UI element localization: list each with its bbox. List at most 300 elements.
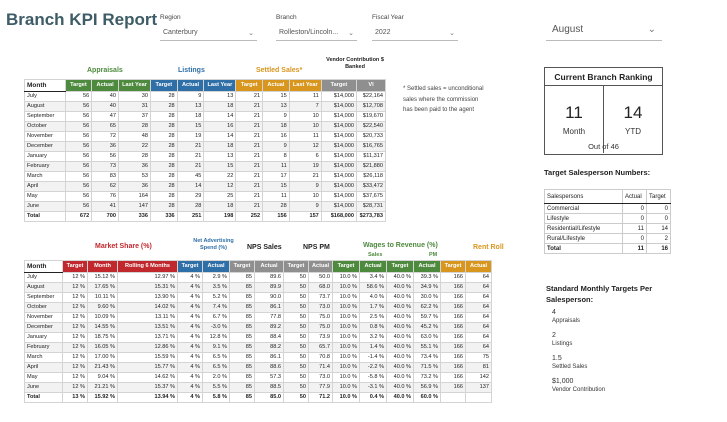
top-table-header (25, 80, 386, 92)
table-row (25, 323, 492, 333)
row-month-label: February (25, 162, 66, 172)
table-cell: 47 (92, 112, 119, 122)
nps-pm-actual-header[interactable]: Actual (309, 261, 333, 273)
table-cell: 15 (263, 92, 290, 102)
total-cell: 5.8 % (203, 393, 230, 403)
table-cell: 50 (284, 273, 309, 283)
ranking-out-of: Out of 46 (588, 142, 619, 151)
table-cell: 13.11 % (118, 313, 178, 323)
vendor-contribution-group-label: Vendor Contribution $ Banked (326, 57, 384, 70)
salesperson-title: Target Salesperson Numbers: (544, 168, 651, 177)
table-cell: 70.8 (309, 353, 333, 363)
table-cell: 10 (289, 112, 321, 122)
table-cell: 6.5 % (203, 363, 230, 373)
total-cell: 157 (289, 212, 321, 222)
net-adv-target-header[interactable]: Target (178, 261, 203, 273)
table-cell: 13.90 % (118, 293, 178, 303)
table-cell: 53 (118, 172, 150, 182)
table-cell: 50.0 (309, 273, 333, 283)
table-cell: -5.8 % (360, 373, 387, 383)
table-row (25, 383, 492, 393)
table-cell: 56 (65, 132, 92, 142)
market-share-rolling-header[interactable]: Rolling 6 Months (118, 261, 178, 273)
table-cell: $37,675 (357, 192, 386, 202)
row-month-label: March (25, 172, 66, 182)
table-cell: $14,000 (321, 142, 356, 152)
table-cell: $14,000 (321, 162, 356, 172)
table-cell: 21 (236, 132, 263, 142)
table-cell: 21 (289, 172, 321, 182)
settled-actual-header[interactable]: Actual (263, 80, 290, 92)
bottom-table-header (25, 261, 492, 273)
settled-sales-note: * Settled sales = unconditional sales where the commission has been paid to the agent (403, 86, 484, 113)
table-cell: 21 (236, 182, 263, 192)
standard-target-value: 2 (552, 332, 556, 339)
table-cell: 8 (263, 152, 290, 162)
table-cell: 4 % (178, 373, 203, 383)
fiscal-year-filter-label: Fiscal Year (372, 14, 404, 21)
salesperson-value: 0 (623, 234, 647, 244)
table-cell: $14,000 (321, 132, 356, 142)
table-cell: 166 (441, 293, 466, 303)
table-cell: 88.5 (255, 383, 284, 393)
table-cell: 9 (289, 202, 321, 212)
table-cell: 73.9 (309, 333, 333, 343)
region-value: Canterbury (163, 29, 198, 36)
table-cell: 75 (466, 353, 492, 363)
table-cell: 11 (289, 92, 321, 102)
vendor-target-header[interactable]: Target (321, 80, 356, 92)
table-cell: 28 (150, 92, 177, 102)
table-cell: 16.05 % (88, 343, 118, 353)
table-cell: $28,731 (357, 202, 386, 212)
table-cell: $14,000 (321, 202, 356, 212)
table-cell: 164 (118, 192, 150, 202)
net-adv-actual-header[interactable]: Actual (203, 261, 230, 273)
table-cell: 50 (284, 293, 309, 303)
row-month-label: May (25, 373, 63, 383)
appraisals-target-header[interactable]: Target (65, 80, 92, 92)
total-row (25, 212, 386, 222)
table-cell: 10.11 % (88, 293, 118, 303)
table-cell: 166 (441, 313, 466, 323)
table-cell: 56 (65, 122, 92, 132)
table-cell: 28 (118, 122, 150, 132)
table-cell: 15.59 % (118, 353, 178, 363)
table-cell: 28 (150, 152, 177, 162)
table-cell: 11 (289, 132, 321, 142)
table-cell: 56 (65, 152, 92, 162)
table-cell: 36 (92, 142, 119, 152)
table-cell: 15.12 % (88, 273, 118, 283)
wages-sales-target-header[interactable]: Target (333, 261, 360, 273)
total-cell: 252 (236, 212, 263, 222)
table-cell: 41 (92, 202, 119, 212)
row-month-label: December (25, 142, 66, 152)
salesperson-value: 0 (623, 214, 647, 224)
nps-pm-target-header[interactable]: Target (284, 261, 309, 273)
table-cell: 28 (150, 182, 177, 192)
table-cell: 39.3 % (414, 273, 441, 283)
table-cell: 4 % (178, 363, 203, 373)
table-cell: 14 (204, 132, 236, 142)
table-cell: 56 (65, 192, 92, 202)
table-row (25, 92, 386, 102)
salesperson-row (545, 224, 671, 234)
row-month-label: June (25, 202, 66, 212)
settled-last-year-header[interactable]: Last Year (289, 80, 321, 92)
row-month-label: July (25, 273, 63, 283)
table-cell: 28 (118, 152, 150, 162)
total-cell: 16 (647, 244, 671, 254)
table-cell: 63.0 % (414, 333, 441, 343)
table-cell: 30 (118, 92, 150, 102)
table-cell: 85 (230, 363, 255, 373)
table-cell: 64 (466, 333, 492, 343)
table-cell: 15 (204, 162, 236, 172)
fiscal-year-dropdown[interactable] (372, 27, 458, 41)
table-row (25, 132, 386, 142)
table-row (25, 313, 492, 323)
net-advertising-group-label: Net Advertising Spend (%) (193, 238, 234, 251)
table-cell: 4 % (178, 273, 203, 283)
wages-sales-actual-header[interactable]: Actual (360, 261, 387, 273)
market-share-month-header[interactable]: Month (88, 261, 118, 273)
salesperson-total-row (545, 244, 671, 254)
row-month-label: August (25, 102, 66, 112)
table-cell: 14 (177, 182, 204, 192)
row-month-label: September (25, 112, 66, 122)
table-row (25, 202, 386, 212)
table-cell: 21 (236, 92, 263, 102)
total-cell: 40.0 % (387, 393, 414, 403)
table-cell: 40.0 % (387, 333, 414, 343)
table-cell: 62 (92, 182, 119, 192)
table-cell: 4 % (178, 333, 203, 343)
table-cell: -3.1 % (360, 383, 387, 393)
wages-pm-actual-header[interactable]: Actual (414, 261, 441, 273)
table-cell: 65 (92, 122, 119, 132)
rent-roll-actual-header[interactable]: Actual (466, 261, 492, 273)
standard-targets-list (552, 309, 605, 401)
row-month-label: January (25, 333, 63, 343)
table-cell: 28 (150, 132, 177, 142)
table-cell: 9 (263, 112, 290, 122)
table-cell: 4 % (178, 353, 203, 363)
branch-value: Rolleston/Lincoln... (279, 29, 339, 36)
fiscal-year-filter[interactable] (372, 14, 458, 41)
table-cell: 166 (441, 363, 466, 373)
vendor-vi-header[interactable]: VI (357, 80, 386, 92)
table-cell: 40.0 % (387, 273, 414, 283)
table-cell: 56 (65, 202, 92, 212)
table-cell: 4 % (178, 283, 203, 293)
row-month-label: November (25, 313, 63, 323)
table-cell: 76 (92, 192, 119, 202)
region-filter[interactable] (160, 14, 257, 41)
total-cell: $273,783 (357, 212, 386, 222)
row-month-label: March (25, 353, 63, 363)
table-cell: 21 (236, 112, 263, 122)
standard-targets-title: Standard Monthly Targets Per Salesperson: (546, 284, 653, 304)
table-cell: 166 (441, 353, 466, 363)
target-column-header[interactable]: Target (647, 190, 671, 204)
table-cell: 21 (236, 172, 263, 182)
table-cell: 22 (204, 172, 236, 182)
table-cell: $20,733 (357, 132, 386, 142)
table-cell: 12 % (63, 323, 88, 333)
table-cell: $33,472 (357, 182, 386, 192)
table-cell: 77.8 (255, 313, 284, 323)
month-column-header[interactable]: Month (25, 261, 63, 273)
kpi-bottom-table (24, 260, 492, 403)
table-cell: 50 (284, 313, 309, 323)
month-dropdown[interactable] (546, 21, 662, 41)
row-month-label: January (25, 152, 66, 162)
page-title: Branch KPI Report (6, 10, 158, 29)
table-cell: 40.0 % (387, 313, 414, 323)
table-cell: 40.0 % (387, 293, 414, 303)
table-cell: 31 (118, 102, 150, 112)
table-cell: 18.75 % (88, 333, 118, 343)
table-cell: 88.6 (255, 363, 284, 373)
table-cell: 9 (263, 142, 290, 152)
table-cell: $14,000 (321, 182, 356, 192)
table-cell: 3.4 % (360, 273, 387, 283)
table-cell: 36 (118, 162, 150, 172)
table-cell: 21 (236, 202, 263, 212)
table-cell: 29 (177, 192, 204, 202)
month-column-header[interactable]: Month (25, 80, 66, 92)
table-cell: $14,000 (321, 192, 356, 202)
table-cell: 12 (204, 182, 236, 192)
table-cell: 64 (466, 283, 492, 293)
total-cell: 251 (177, 212, 204, 222)
table-cell: 75.0 (309, 323, 333, 333)
table-cell: $21,880 (357, 162, 386, 172)
table-cell: 57.3 (255, 373, 284, 383)
table-cell: 12 % (63, 283, 88, 293)
settled-target-header[interactable]: Target (236, 80, 263, 92)
table-cell: 2.5 % (360, 313, 387, 323)
total-cell: 700 (92, 212, 119, 222)
row-month-label: February (25, 343, 63, 353)
table-row (25, 192, 386, 202)
listings-actual-header[interactable]: Actual (177, 80, 204, 92)
wages-group-label: Wages to Revenue (%) (363, 242, 438, 249)
total-cell: 198 (204, 212, 236, 222)
table-cell: 18 (204, 102, 236, 112)
standard-target-label: Settled Sales (552, 364, 588, 370)
table-cell: 10.0 % (333, 293, 360, 303)
table-cell: 3.5 % (203, 283, 230, 293)
table-cell: 6.5 % (203, 353, 230, 363)
row-month-label: November (25, 132, 66, 142)
table-cell: 15.77 % (118, 363, 178, 373)
salesperson-header (545, 190, 671, 204)
table-cell: 72 (92, 132, 119, 142)
table-cell: 12 % (63, 293, 88, 303)
kpi-top-table (24, 79, 386, 222)
row-month-label: August (25, 283, 63, 293)
standard-target-value: 4 (552, 309, 556, 316)
branch-filter[interactable] (276, 14, 357, 41)
table-cell: 56 (65, 102, 92, 112)
table-cell: 55.1 % (414, 343, 441, 353)
appraisals-actual-header[interactable]: Actual (92, 80, 119, 92)
salespersons-column-header[interactable]: Salespersons (545, 190, 623, 204)
table-cell: 10.0 % (333, 343, 360, 353)
table-cell: 40 (92, 102, 119, 112)
table-cell: 166 (441, 343, 466, 353)
region-dropdown[interactable] (160, 27, 257, 41)
table-cell: 12 % (63, 333, 88, 343)
table-cell: 56 (65, 172, 92, 182)
table-cell: 4 % (178, 303, 203, 313)
table-cell: 50 (284, 283, 309, 293)
total-cell: 10.0 % (333, 393, 360, 403)
table-cell: 40 (92, 92, 119, 102)
table-cell: 16 (204, 122, 236, 132)
salesperson-name: Rural/Lifestyle (545, 234, 623, 244)
table-cell: 15 (177, 122, 204, 132)
table-row (25, 162, 386, 172)
actual-column-header[interactable]: Actual (623, 190, 647, 204)
total-cell: 15.92 % (88, 393, 118, 403)
salesperson-row (545, 204, 671, 214)
table-cell: 28 (150, 122, 177, 132)
table-cell: 2.0 % (203, 373, 230, 383)
salesperson-value: 2 (647, 234, 671, 244)
market-share-group-label: Market Share (%) (95, 243, 152, 250)
wages-pm-target-header[interactable]: Target (387, 261, 414, 273)
table-cell: 12.8 % (203, 333, 230, 343)
chevron-down-icon: ⌄ (449, 29, 455, 37)
table-cell: 62.2 % (414, 303, 441, 313)
table-cell: 37 (118, 112, 150, 122)
nps-sales-group-label: NPS Sales (247, 244, 282, 251)
table-cell: 10.0 % (333, 283, 360, 293)
listings-group-label: Listings (178, 67, 205, 74)
month-ranking-value: 11 (565, 103, 583, 122)
standard-target-item (552, 309, 605, 325)
table-row (25, 343, 492, 353)
nps-sales-actual-header[interactable]: Actual (255, 261, 284, 273)
total-cell: 11 (623, 244, 647, 254)
table-cell: $22,164 (357, 92, 386, 102)
table-cell: $14,000 (321, 102, 356, 112)
table-cell: 21 (177, 162, 204, 172)
table-cell: 4 % (178, 313, 203, 323)
market-share-target-header[interactable]: Target (63, 261, 88, 273)
table-cell: 10.0 % (333, 373, 360, 383)
total-label: Total (25, 393, 63, 403)
table-cell: 10.0 % (333, 303, 360, 313)
salesperson-name: Residential/Lifestyle (545, 224, 623, 234)
row-month-label: July (25, 92, 66, 102)
listings-target-header[interactable]: Target (150, 80, 177, 92)
table-cell: 36 (118, 182, 150, 192)
ranking-title: Current Branch Ranking (545, 68, 662, 86)
table-cell: $19,670 (357, 112, 386, 122)
table-cell: 56 (65, 182, 92, 192)
rent-roll-target-header[interactable]: Target (441, 261, 466, 273)
appraisals-last-year-header[interactable]: Last Year (118, 80, 150, 92)
total-cell: 4 % (178, 393, 203, 403)
standard-target-label: Appraisals (552, 318, 581, 324)
table-cell: 73.7 (309, 293, 333, 303)
table-cell: 68.0 (309, 283, 333, 293)
table-cell: 64 (466, 313, 492, 323)
table-cell: 21 (177, 142, 204, 152)
table-cell: 2.9 % (203, 273, 230, 283)
table-cell: 86.1 (255, 353, 284, 363)
table-cell: 10.0 % (333, 333, 360, 343)
table-cell: 85 (230, 383, 255, 393)
table-cell: 12 (289, 142, 321, 152)
table-cell: 10.09 % (88, 313, 118, 323)
table-cell: 13 (177, 102, 204, 112)
table-cell: 81 (466, 363, 492, 373)
table-row (25, 112, 386, 122)
table-cell: 71.5 % (414, 363, 441, 373)
table-cell: 45.2 % (414, 323, 441, 333)
table-row (25, 122, 386, 132)
table-cell: 6.7 % (203, 313, 230, 323)
table-cell: 75.0 (309, 313, 333, 323)
table-cell: 56 (65, 112, 92, 122)
table-cell: 14.55 % (88, 323, 118, 333)
table-cell: 12 % (63, 313, 88, 323)
total-label: Total (25, 212, 66, 222)
table-cell: 25 (204, 192, 236, 202)
table-cell: 1.7 % (360, 303, 387, 313)
table-row (25, 373, 492, 383)
table-cell: -2.2 % (360, 363, 387, 373)
table-cell: 4.0 % (360, 293, 387, 303)
table-cell: 17.00 % (88, 353, 118, 363)
wages-pm-sublabel: PM (429, 252, 438, 258)
nps-sales-target-header[interactable]: Target (230, 261, 255, 273)
total-cell: $168,000 (321, 212, 356, 222)
table-cell: 13 (204, 92, 236, 102)
chevron-down-icon: ⌄ (647, 24, 656, 35)
table-cell: 11 (263, 162, 290, 172)
table-cell: 17.65 % (88, 283, 118, 293)
table-cell: 40.0 % (387, 383, 414, 393)
table-row (25, 273, 492, 283)
table-cell: 85 (230, 313, 255, 323)
table-cell: $14,000 (321, 172, 356, 182)
listings-last-year-header[interactable]: Last Year (204, 80, 236, 92)
table-cell: 21 (236, 162, 263, 172)
table-cell: 21 (236, 122, 263, 132)
table-cell: 166 (441, 303, 466, 313)
table-row (25, 363, 492, 373)
table-cell: 10.0 % (333, 323, 360, 333)
table-cell: 40.0 % (387, 363, 414, 373)
table-row (25, 353, 492, 363)
total-cell: 336 (150, 212, 177, 222)
table-cell: 166 (441, 323, 466, 333)
month-ranking-label: Month (562, 127, 586, 136)
salesperson-value: 0 (647, 204, 671, 214)
table-cell: 34.9 % (414, 283, 441, 293)
table-cell: $22,540 (357, 122, 386, 132)
branch-dropdown[interactable] (276, 27, 357, 41)
standard-target-item (552, 355, 605, 371)
table-cell: $26,118 (357, 172, 386, 182)
